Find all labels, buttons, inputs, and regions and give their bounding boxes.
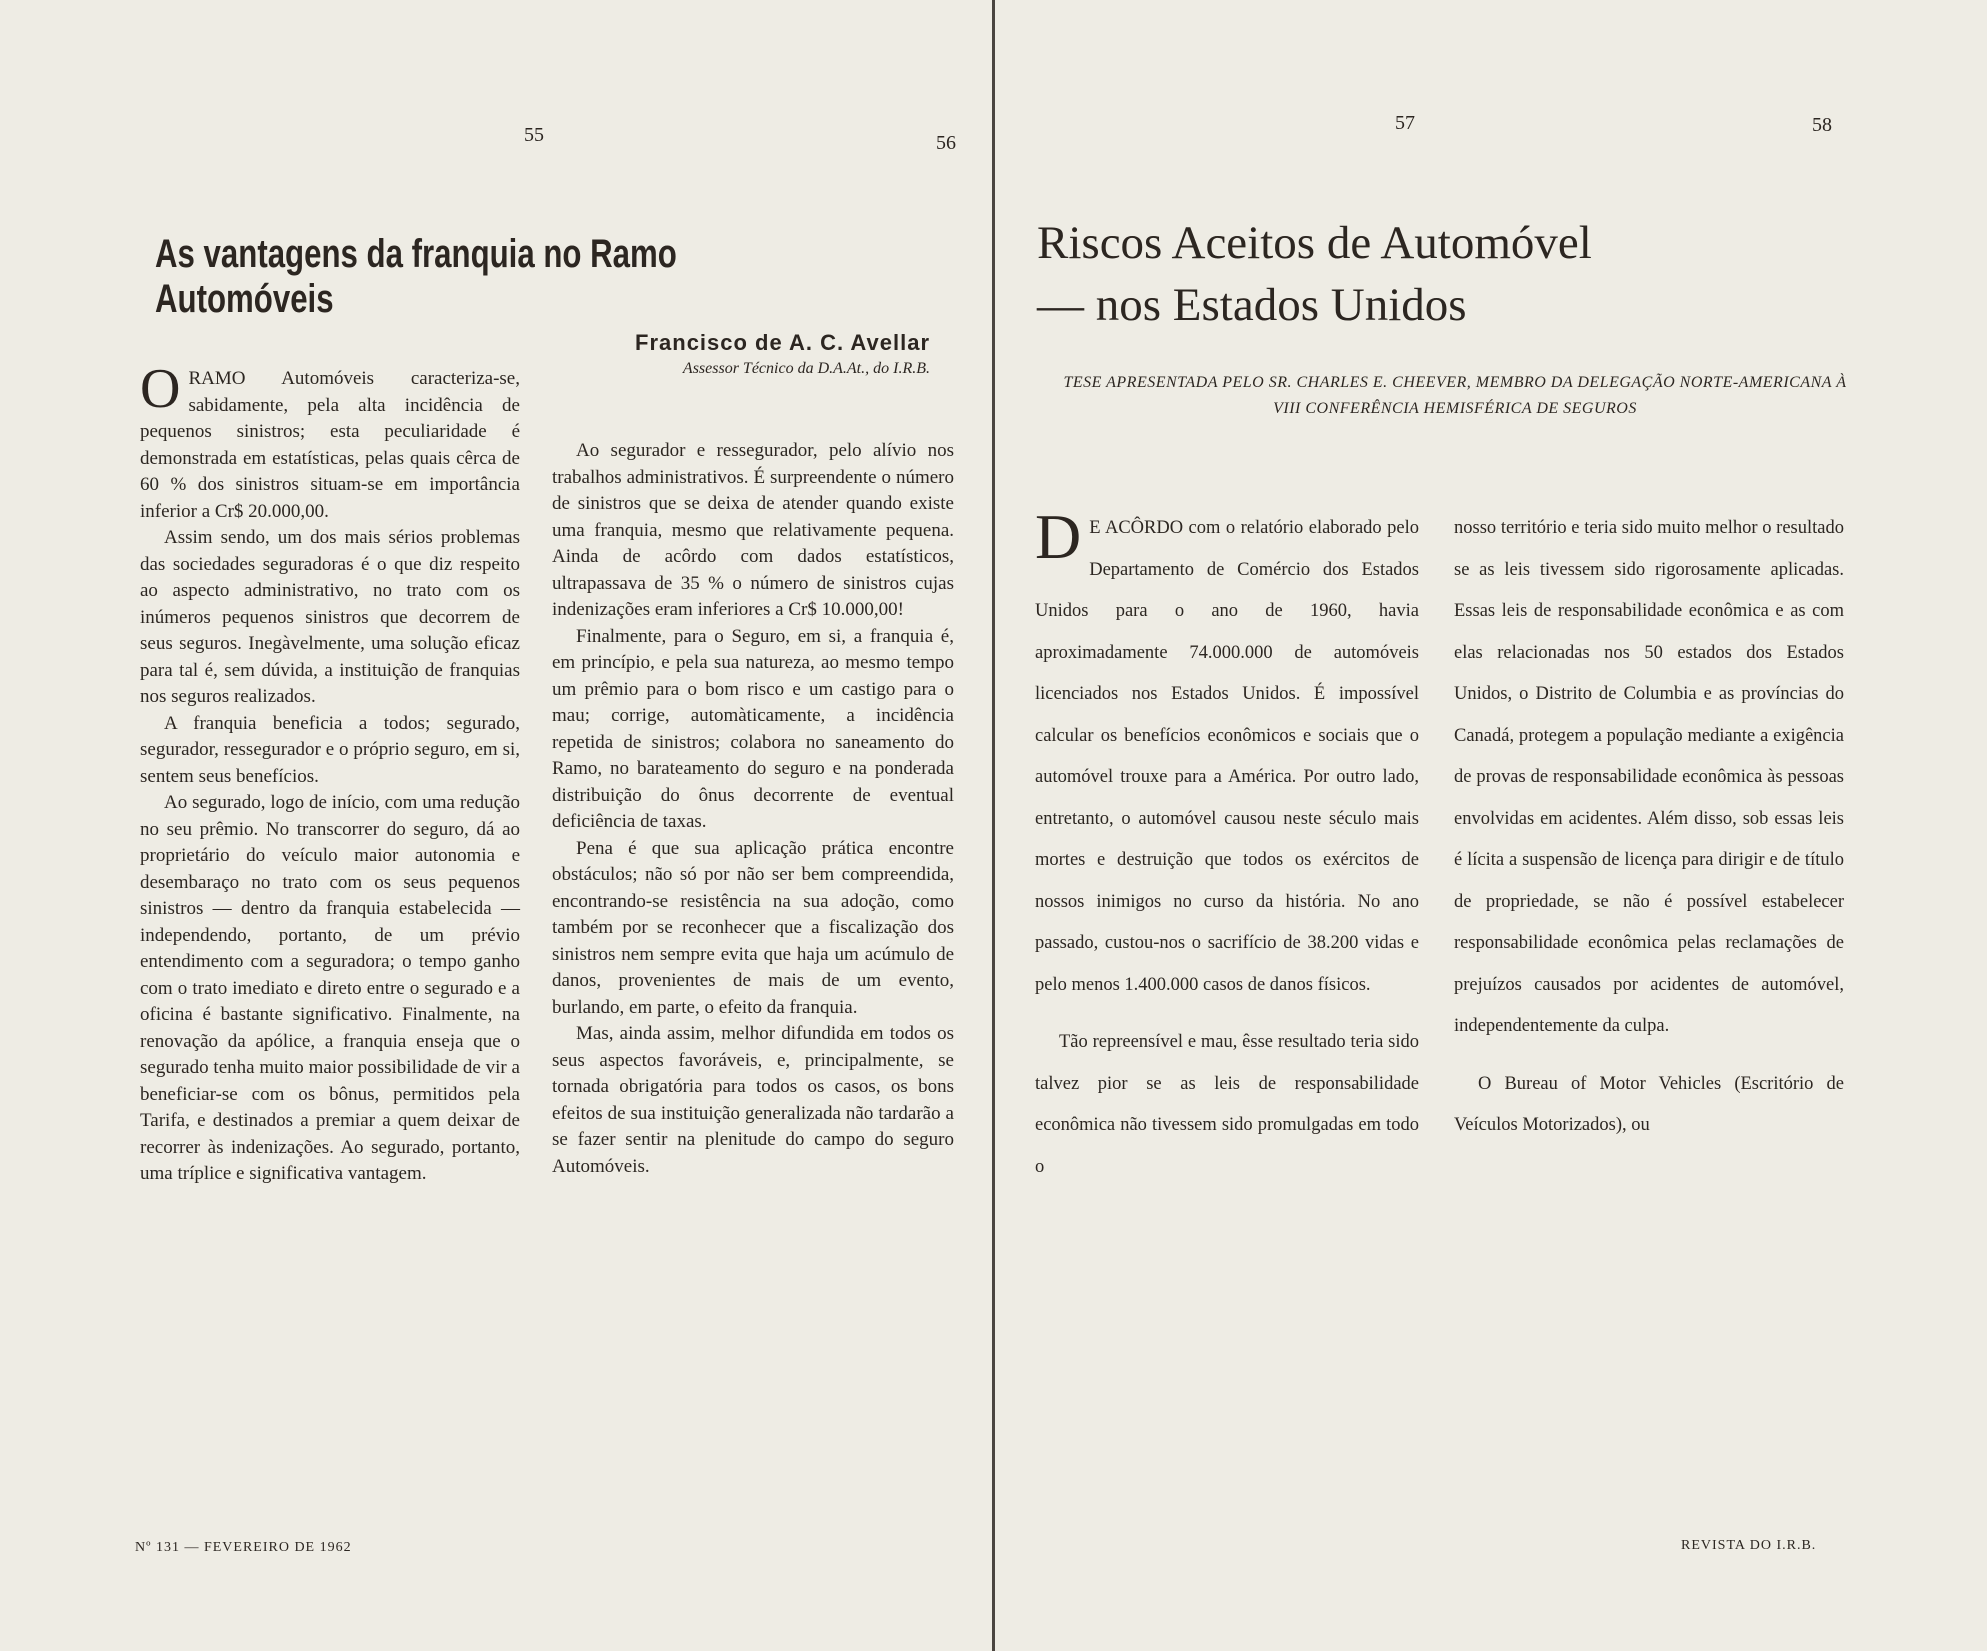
paragraph: O Bureau of Motor Vehicles (Escritório de Veículos Motorizados), ou (1454, 1073, 1844, 1135)
paragraph: Pena é que sua aplicação prática encontre obstáculos; não só por não ser bem compreendida, encontrando-se resistência na sua adoção, como também por se reconhecer que a fiscalização dos sinistros nem sempre evita que haja um acúmulo de danos, provenientes de mais de um evento, burlando, em parte, o efeito da franquia. (552, 837, 954, 1018)
paragraph: Finalmente, para o Seguro, em si, a franquia é, em princípio, e pela sua natureza, ao mesmo tempo um prêmio para o bom risco e um castigo para o mau; corrige, automàticamente, a incidência repetida de sinistros; colabora no saneamento do Ramo, no barateamento do seguro e na ponderada distribuição do ônus decorrente de eventual deficiência de taxas. (552, 625, 954, 832)
article-title (1037, 212, 1592, 336)
paragraph: Tão repreensível e mau, êsse resultado teria sido talvez pior se as leis de responsabilidade econômica não tivessem sido promulgadas em todo o (1035, 1032, 1419, 1177)
right-column-2 (1454, 508, 1844, 1147)
title-line: — nos Estados Unidos (1037, 279, 1467, 331)
paragraph: A franquia beneficia a todos; segurado, segurador, ressegurador e o próprio seguro, em si, sentem seus benefícios. (140, 712, 520, 787)
paragraph: Assim sendo, um dos mais sérios problemas das sociedades seguradoras é o que diz respeito ao aspecto administrativo, no trato com os inúmeros pequenos sinistros que decorrem de seus seguros. Inegàvelmente, uma solução eficaz para tal é, sem dúvida, a instituição de franquias nos seguros realizados. (140, 527, 520, 707)
right-column-1 (1035, 501, 1419, 1188)
article-title: As vantagens da franquia no Ramo Automóveis (155, 232, 677, 321)
left-column-1 (140, 358, 520, 1188)
paragraph: E ACÔRDO com o relatório elaborado pelo Departamento de Comércio dos Estados Unidos para o ano de 1960, havia aproximadamente 74.000.000 de automóveis licenciados nos Estados Unidos. É impossível calcular os benefícios econômicos e sociais que o automóvel trouxe para a América. Por outro lado, entretanto, o automóvel causou neste século mais mortes e destruição que todos os exércitos de nossos inimigos no curso da história. No ano passado, custou-nos o sacrifício de 38.200 vidas e pelo menos 1.400.000 casos de danos físicos. (1035, 518, 1419, 995)
page-footer: REVISTA DO I.R.B. (1681, 1538, 1817, 1553)
page-number: 57 (1395, 112, 1415, 134)
page-number: 56 (936, 132, 956, 154)
author-block (635, 330, 930, 378)
author-name: Francisco de A. C. Avellar (635, 330, 930, 355)
page-number: 55 (524, 124, 544, 146)
left-column-2 (552, 438, 954, 1180)
left-page (0, 0, 992, 1651)
paragraph: Ao segurador e ressegurador, pelo alívio nos trabalhos administrativos. É surpreendente o número de sinistros que se deixa de atender quando existe uma franquia, mesmo que relativamente pequena. Ainda de acôrdo com dados estatísticos, ultrapassava de 35 % o número de sinistros cujas indenizações eram inferiores a Cr$ 10.000,00! (552, 440, 954, 620)
author-role: Assessor Técnico da D.A.At., do I.R.B. (682, 360, 930, 377)
paragraph: RAMO Automóveis caracteriza-se, sabidamente, pela alta incidência de pequenos sinistros; esta peculiaridade é demonstrada em estatísticas, pelas quais cêrca de 60 % dos sinistros situam-se em importância inferior a Cr$ 20.000,00. (140, 368, 520, 522)
title-line: Riscos Aceitos de Automóvel (1037, 217, 1592, 269)
article-subtitle: TESE APRESENTADA PELO SR. CHARLES E. CHEEVER, MEMBRO DA DELEGAÇÃO NORTE-AMERICANA À VIII CONFERÊNCIA HEMISFÉRICA DE SEGUROS (1063, 374, 1847, 417)
right-page (995, 0, 1987, 1651)
paragraph: nosso território e teria sido muito melhor o resultado se as leis tivessem sido rigorosamente aplicadas. Essas leis de responsabilidade econômica e as com elas relacionadas nos 50 estados dos Estados Unidos, o Distrito de Columbia e as províncias do Canadá, protegem a população mediante a exigência de provas de responsabilidade econômica às pessoas envolvidas em acidentes. Além disso, sob essas leis é lícita a suspensão de licença para dirigir e de título de propriedade, se não é possível estabelecer responsabilidade econômica pelas reclamações de prejuízos causados por acidentes de automóvel, independentemente da culpa. (1454, 518, 1844, 1036)
page-footer: Nº 131 — FEVEREIRO DE 1962 (135, 1540, 352, 1555)
paragraph: Mas, ainda assim, melhor difundida em todos os seus aspectos favoráveis, e, principalmente, se tornada obrigatória para todos os casos, os bons efeitos de sua instituição generalizada não tardarão a se fazer sentir na plenitude do campo do seguro Automóveis. (552, 1023, 954, 1177)
page-number: 58 (1812, 114, 1832, 136)
paragraph: Ao segurado, logo de início, com uma redução no seu prêmio. No transcorrer do seguro, dá ao proprietário do veículo maior autonomia e desembaraço no trato com os seus pequenos sinistros — dentro da franquia estabelecida — independendo, portanto, de um prévio entendimento com a seguradora; o tempo ganho com o trato imediato e direto entre o segurado e a oficina é bastante significativo. Finalmente, na renovação da apólice, a franquia enseja que o segurado tenha muito maior possibilidade de vir a beneficiar-se com os bônus, permitidos pela Tarifa, e destinados a premiar a quem deixar de recorrer às indenizações. Ao segurado, portanto, uma tríplice e significativa vantagem. (140, 792, 520, 1184)
drop-cap: D (1035, 501, 1082, 572)
drop-cap: O (140, 358, 181, 420)
